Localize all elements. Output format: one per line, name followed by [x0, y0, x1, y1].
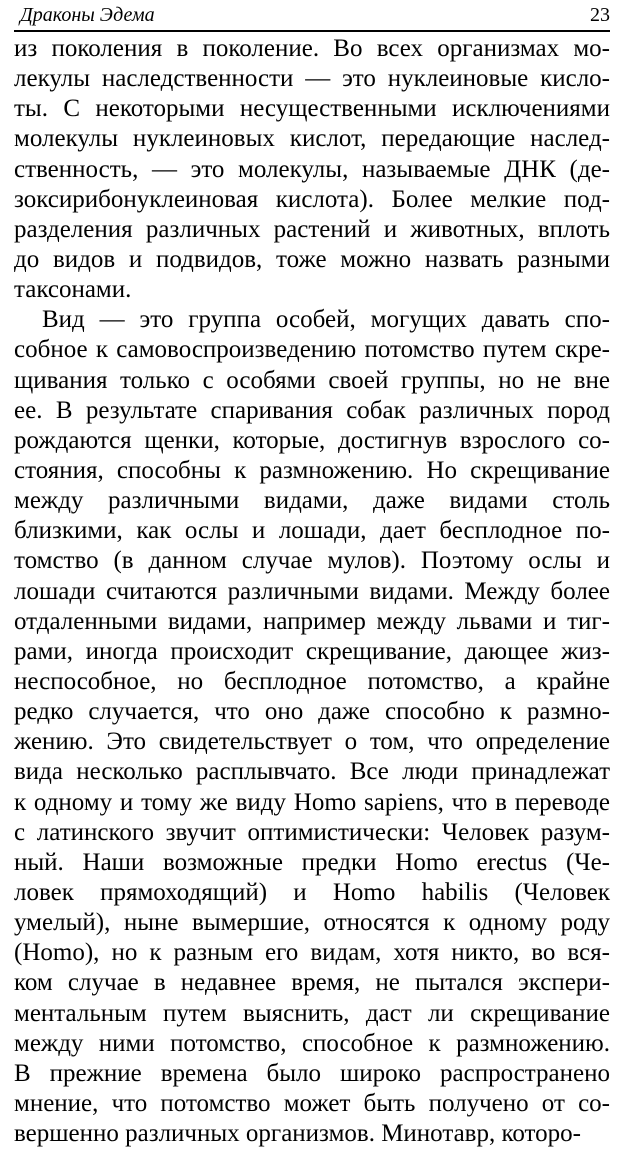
- text-line: зоксирибонуклеиновая кислота). Более мелкие под-: [14, 185, 610, 213]
- text-line: из поколения в поколение. Во всех организмах мо-: [14, 35, 610, 62]
- text-line: ты. С некоторыми несущественными исключениями: [14, 95, 610, 123]
- text-line: вида несколько расплывчато. Все люди принадлежат: [14, 758, 610, 786]
- body-text: [14, 34, 610, 1149]
- text-line: В прежние времена было широко распространено: [14, 1059, 610, 1087]
- text-line: молекулы нуклеиновых кислот, передающие наслед-: [14, 125, 610, 153]
- text-line: мнение, что потомство может быть получено от со-: [14, 1089, 610, 1117]
- text-line: ный. Наши возможные предки Homo erectus (Че-: [14, 848, 610, 876]
- text-line: ственность, — это молекулы, называемые ДНК (де-: [14, 155, 610, 183]
- text-line: ком случае в недавнее время, не пытался экспери-: [14, 969, 610, 997]
- text-line: стояния, способны к размножению. Но скрещивание: [14, 456, 610, 484]
- text-line: с латинского звучит оптимистически: Человек разум-: [14, 818, 610, 846]
- page-number: 23: [590, 4, 610, 26]
- text-line: близкими, как ослы и лошади, дает бесплодное по-: [14, 517, 610, 545]
- text-line: неспособное, но бесплодное потомство, а крайне: [14, 667, 610, 695]
- page-header: [14, 0, 610, 32]
- text-line: умелый), ныне вымершие, относятся к одному роду: [14, 909, 610, 937]
- text-line: отдаленными видами, например между львами и тиг-: [14, 607, 610, 635]
- text-line: рождаются щенки, которые, достигнув взрослого со-: [14, 426, 610, 454]
- text-line: ментальным путем выяснить, даст ли скрещивание: [14, 999, 610, 1027]
- text-line: ее. В результате спаривания собак различных пород: [14, 396, 610, 424]
- text-line: разделения различных растений и животных, вплоть: [14, 215, 610, 243]
- text-line: между ними потомство, способное к размножению.: [14, 1029, 610, 1057]
- text-line: томство (в данном случае мулов). Поэтому ослы и: [14, 547, 610, 575]
- text-line: ловек прямоходящий) и Homo habilis (Человек: [14, 878, 610, 906]
- paragraph: [14, 305, 610, 1149]
- text-line: рами, иногда происходит скрещивание, дающее жиз-: [14, 637, 610, 665]
- text-line: собное к самовоспроизведению потомство путем скре-: [14, 336, 610, 364]
- text-line: Вид — это группа особей, могущих давать спо-: [42, 306, 610, 334]
- text-line: вершенно различных организмов. Минотавр, которо-: [14, 1120, 581, 1148]
- running-title: Драконы Эдема: [20, 4, 155, 26]
- text-line: до видов и подвидов, тоже можно назвать разными: [14, 245, 610, 273]
- paragraph: [14, 34, 610, 305]
- text-line: к одному и тому же виду Homo sapiens, что в переводе: [14, 788, 610, 816]
- text-line: жению. Это свидетельствует о том, что определение: [14, 728, 610, 756]
- text-line: щивания только с особями своей группы, но не вне: [14, 366, 610, 394]
- text-line: лошади считаются различными видами. Между более: [14, 577, 610, 605]
- text-line: (Homo), но к разным его видам, хотя никто, во вся-: [14, 939, 610, 967]
- text-line: между различными видами, даже видами столь: [14, 487, 610, 515]
- text-line: таксонами.: [14, 276, 132, 304]
- text-line: редко случается, что оно даже способно к размно-: [14, 698, 610, 726]
- text-line: лекулы наследственности — это нуклеиновые кисло-: [14, 65, 610, 93]
